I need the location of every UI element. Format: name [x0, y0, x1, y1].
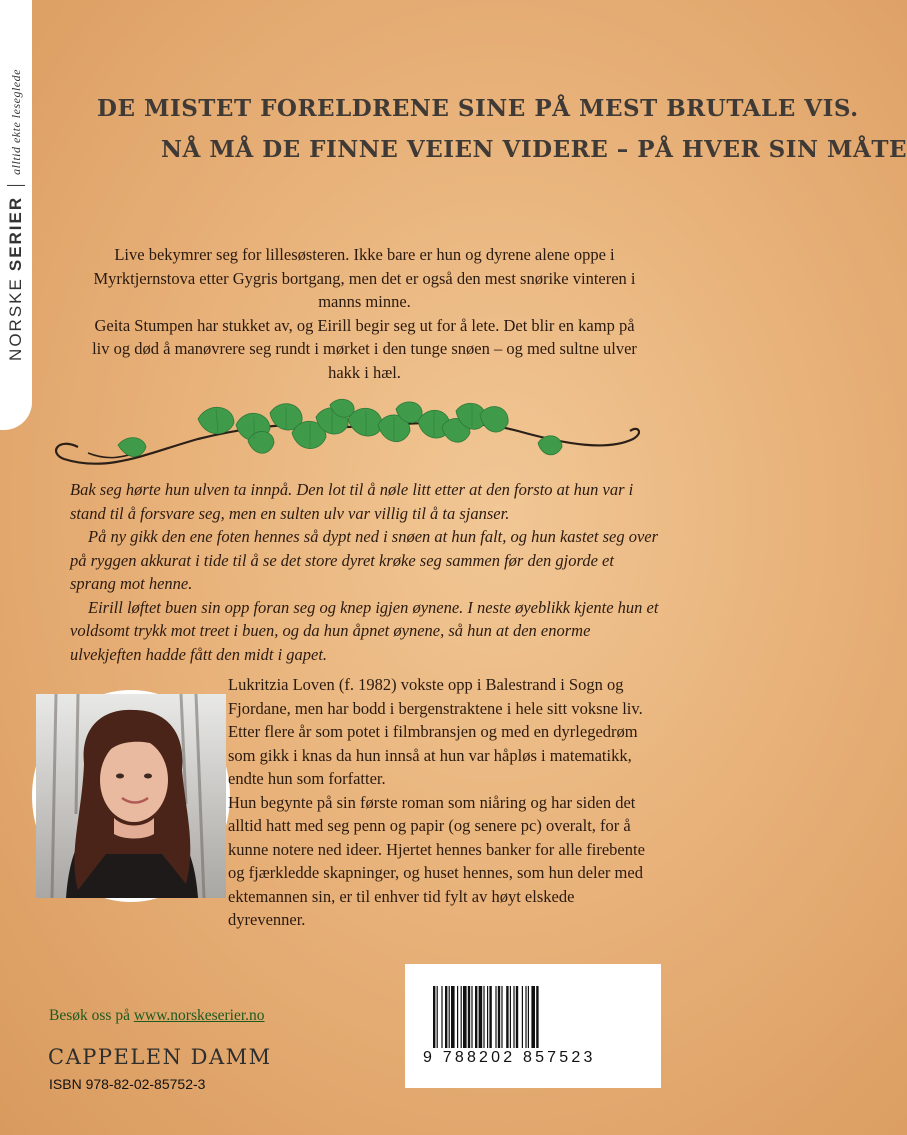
excerpt-paragraph-2: På ny gikk den ene foten hennes så dypt ned i snøen at hun falt, og hun kastet seg over på ryggen akkurat i tide til å se det store dyret krøke seg sammen før den gjorde et sprang mot henne. [70, 527, 659, 593]
barcode-bar [513, 986, 514, 1048]
website-line [49, 1007, 265, 1025]
barcode-bar [531, 986, 535, 1048]
blurb-paragraph-1: Live bekymrer seg for lillesøsteren. Ikke bare er hun og dyrene alene oppe i Myrktjernstova etter Gygris bortgang, men det er også den mest snørike vinteren i manns minne. [93, 245, 636, 311]
barcode-bar [441, 986, 442, 1048]
excerpt-paragraph-1: Bak seg hørte hun ulven ta innpå. Den lot til å nøle litt etter at den forsto at hun var i stand til å forsvare seg, men en sulten ulv var villig til å ta sjanser. [70, 480, 634, 523]
barcode-bar [433, 986, 435, 1048]
barcode-bar [536, 986, 538, 1048]
barcode-bar [498, 986, 500, 1048]
barcode-bar [479, 986, 483, 1048]
barcode-bar [510, 986, 511, 1048]
series-logo [6, 69, 26, 361]
website-link[interactable]: www.norskeserier.no [133, 1007, 265, 1024]
vine-ornament [48, 395, 644, 475]
barcode-bar [471, 986, 472, 1048]
series-brand-part2: SERIER [6, 195, 25, 272]
barcode-digits: 9 788202 857523 [423, 1049, 596, 1066]
barcode-bar [495, 986, 496, 1048]
barcode-bar [487, 986, 488, 1048]
excerpt-paragraph-3: Eirill løftet buen sin opp foran seg og knep igjen øynene. I neste øyeblikk kjente hun et voldsomt trykk mot treet i buen, og da hun åpnet øynene, så hun at den enorme ulvekjeften hadde fått den midt i gapet. [70, 597, 659, 664]
headline-line-1: DE MISTET FORELDRENE SINE PÅ MEST BRUTALE VIS. [97, 95, 859, 122]
barcode-bar [525, 986, 526, 1048]
author-portrait [32, 690, 230, 902]
barcode-bar [483, 986, 484, 1048]
barcode-bar [522, 986, 523, 1048]
headline-line-2: NÅ MÅ DE FINNE VEIEN VIDERE – PÅ HVER SIN MÅTE [161, 136, 907, 163]
book-excerpt [70, 478, 660, 666]
barcode-bar [437, 986, 438, 1048]
barcode-bar [516, 986, 518, 1048]
blurb [87, 243, 642, 384]
barcode-bar [457, 986, 458, 1048]
barcode-bar [501, 986, 502, 1048]
barcode-bars [433, 986, 633, 1048]
barcode-bar [475, 986, 477, 1048]
visit-prefix: Besøk oss på [49, 1007, 130, 1024]
author-bio-paragraph-1: Lukritzia Loven (f. 1982) vokste opp i Balestrand i Sogn og Fjordane, men har bodd i bergenstraktene i hele sitt voksne liv. Etter flere år som potet i filmbransjen og med en dyrlegedrøm som gikk i knas da hun innså at hun var håpløs i matematikk, endte hun som forfatter. [228, 675, 643, 788]
author-bio [228, 673, 648, 932]
barcode-bar [461, 986, 462, 1048]
author-bio-paragraph-2: Hun begynte på sin første roman som niåring og har siden det alltid hatt med seg penn og papir (og senere pc) overalt, for å kunne notere ned ideer. Hjertet hennes banker for alle firebente og fjærkledde skapninger, og huset hennes, som hun deler med ektemannen sin, er til enhver tid fylt av høyt elskede dyrevenner. [228, 792, 645, 929]
barcode-bar [451, 986, 455, 1048]
barcode-bar [445, 986, 447, 1048]
blurb-paragraph-2: Geita Stumpen har stukket av, og Eirill begir seg ut for å lete. Det blir en kamp på liv og død å manøvrere seg rundt i mørket i den tunge snøen – og med sultne ulver hakk i hæl. [92, 315, 637, 382]
barcode-bar [489, 986, 491, 1048]
author-photo-illustration [36, 694, 226, 898]
barcode-bar [528, 986, 529, 1048]
publisher-logo: CAPPELEN DAMM [48, 1045, 272, 1069]
series-tagline: alltid ekte leseglede [8, 69, 23, 175]
isbn-text: ISBN 978-82-02-85752-3 [49, 1076, 206, 1092]
spine-panel [0, 0, 32, 430]
barcode-bar [449, 986, 450, 1048]
barcode-bar [463, 986, 467, 1048]
barcode-bar [506, 986, 508, 1048]
logo-divider [7, 185, 25, 186]
barcode-bar [468, 986, 470, 1048]
series-brand-part1: NORSKE [6, 277, 25, 361]
barcode [405, 964, 661, 1088]
